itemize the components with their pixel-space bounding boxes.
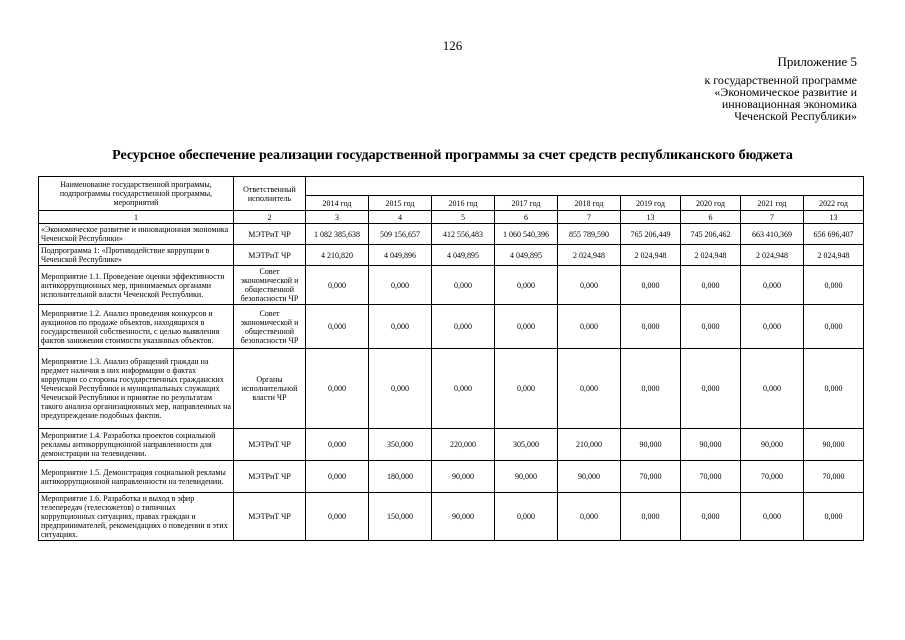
row-value: 855 789,590 [558,224,621,245]
row-value: 0,000 [306,461,369,493]
row-value: 0,000 [804,305,864,349]
column-number: 7 [741,211,804,224]
column-number: 6 [495,211,558,224]
row-value: 0,000 [741,305,804,349]
row-value: 350,000 [369,429,432,461]
column-number: 13 [621,211,681,224]
page-number: 126 [442,38,463,53]
row-value: 0,000 [369,349,432,429]
column-number: 2 [234,211,306,224]
row-value: 0,000 [621,349,681,429]
row-value: 509 156,657 [369,224,432,245]
row-value: 0,000 [306,349,369,429]
row-value: 70,000 [741,461,804,493]
header-name: Наименование государственной программы, подпрограммы государственной программы, мероприятий [39,177,234,211]
row-value: 180,000 [369,461,432,493]
row-value: 210,000 [558,429,621,461]
program-ref-line: к государственной программе [704,73,857,87]
row-value: 4 210,820 [306,245,369,266]
table-row [39,461,864,493]
row-value: 745 206,462 [681,224,741,245]
column-number: 7 [558,211,621,224]
row-value: 663 410,369 [741,224,804,245]
row-value: 0,000 [558,493,621,541]
row-executor: МЭТРиТ ЧР [234,245,306,266]
column-number: 5 [432,211,495,224]
year-header: 2014 год [306,196,369,211]
document-title: Ресурсное обеспечение реализации государственной программы за счет средств республиканского бюджета [112,148,793,163]
row-name: Мероприятие 1.6. Разработка и выход в эфир телепередач (телесюжетов) о типичных коррупционных ситуациях, правах граждан и предпринимателей, рекомендациях о поведении в этих ситуациях. [39,493,234,541]
header-executor: Ответственный исполнитель [234,177,306,211]
appendix-label: Приложение 5 [777,54,857,69]
row-value: 1 082 385,638 [306,224,369,245]
row-value: 4 049,896 [369,245,432,266]
row-value: 0,000 [681,493,741,541]
row-value: 0,000 [369,266,432,305]
table-row [39,305,864,349]
row-value: 70,000 [681,461,741,493]
row-value: 0,000 [804,493,864,541]
column-number: 3 [306,211,369,224]
row-value: 0,000 [621,305,681,349]
header-row-top [39,177,864,196]
year-header: 2020 год [681,196,741,211]
row-value: 765 206,449 [621,224,681,245]
year-header: 2021 год [741,196,804,211]
row-value: 90,000 [432,493,495,541]
row-value: 0,000 [306,266,369,305]
column-number: 6 [681,211,741,224]
row-value: 0,000 [495,493,558,541]
row-value: 0,000 [741,266,804,305]
row-value: 0,000 [621,266,681,305]
row-name: Мероприятие 1.1. Проведение оценки эффективности антикоррупционных мер, принимаемых органами исполнительной власти Чеченской Республики. [39,266,234,305]
row-executor: МЭТРиТ ЧР [234,461,306,493]
year-header: 2016 год [432,196,495,211]
program-ref-line: инновационная экономика [721,97,857,111]
row-value: 0,000 [306,429,369,461]
row-value: 1 060 540,396 [495,224,558,245]
row-value: 2 024,948 [804,245,864,266]
column-number: 13 [804,211,864,224]
row-value: 305,000 [495,429,558,461]
header-blank [306,177,864,196]
program-ref-line: Чеченской Республики» [734,109,857,123]
table-row [39,224,864,245]
row-value: 0,000 [681,305,741,349]
row-value: 90,000 [558,461,621,493]
row-executor: МЭТРиТ ЧР [234,224,306,245]
row-value: 0,000 [741,349,804,429]
table-row [39,245,864,266]
row-value: 70,000 [804,461,864,493]
row-value: 90,000 [804,429,864,461]
header-row-numbers [39,211,864,224]
row-value: 0,000 [432,305,495,349]
row-value: 90,000 [495,461,558,493]
row-name: «Экономическое развитие и инновационная экономика Чеченской Республики» [39,224,234,245]
row-value: 0,000 [306,305,369,349]
row-executor: МЭТРиТ ЧР [234,429,306,461]
row-value: 4 049,895 [495,245,558,266]
row-value: 2 024,948 [681,245,741,266]
row-value: 90,000 [432,461,495,493]
year-header: 2017 год [495,196,558,211]
row-name: Подпрограмма 1: «Противодействие коррупции в Чеченской Республике» [39,245,234,266]
year-header: 2018 год [558,196,621,211]
table-row [39,493,864,541]
row-value: 0,000 [558,305,621,349]
column-number: 1 [39,211,234,224]
row-value: 90,000 [681,429,741,461]
row-value: 0,000 [621,493,681,541]
row-name: Мероприятие 1.4. Разработка проектов социальной рекламы антикоррупционной направленности для демонстрации на телевидении. [39,429,234,461]
row-value: 0,000 [432,349,495,429]
row-value: 0,000 [306,493,369,541]
row-value: 90,000 [741,429,804,461]
row-value: 0,000 [681,349,741,429]
year-header: 2022 год [804,196,864,211]
row-value: 0,000 [495,349,558,429]
row-name: Мероприятие 1.3. Анализ обращений граждан на предмет наличия в них информации о фактах коррупции со стороны государственных гражданских Чеченской Республики и муниципальных служащих Чеченской Республики и принятие по результатам такого анализа организационных мер, направленных на предупреждение подобных фактов. [39,349,234,429]
row-value: 70,000 [621,461,681,493]
row-value: 4 049,895 [432,245,495,266]
program-reference [704,74,857,122]
table-row [39,429,864,461]
row-executor: Органы исполнительной власти ЧР [234,349,306,429]
row-value: 656 696,407 [804,224,864,245]
row-value: 220,000 [432,429,495,461]
row-value: 2 024,948 [741,245,804,266]
row-value: 2 024,948 [621,245,681,266]
row-value: 0,000 [495,266,558,305]
row-value: 0,000 [681,266,741,305]
row-value: 0,000 [804,349,864,429]
table-row [39,349,864,429]
row-value: 0,000 [495,305,558,349]
table-body [39,224,864,541]
row-executor: МЭТРиТ ЧР [234,493,306,541]
row-value: 150,000 [369,493,432,541]
row-value: 90,000 [621,429,681,461]
row-name: Мероприятие 1.5. Демонстрация социальной рекламы антикоррупционной направленности на телевидении. [39,461,234,493]
row-value: 2 024,948 [558,245,621,266]
table-row [39,266,864,305]
row-value: 0,000 [558,266,621,305]
row-value: 0,000 [741,493,804,541]
row-value: 0,000 [369,305,432,349]
row-value: 412 556,483 [432,224,495,245]
row-value: 0,000 [432,266,495,305]
row-name: Мероприятие 1.2. Анализ проведения конкурсов и аукционов по продаже объектов, находящихся в государственной собственности, с целью выявления фактов занижения стоимости указанных объектов. [39,305,234,349]
year-header: 2019 год [621,196,681,211]
program-ref-line: «Экономическое развитие и [714,85,857,99]
row-value: 0,000 [804,266,864,305]
row-executor: Совет экономической и общественной безопасности ЧР [234,305,306,349]
column-number: 4 [369,211,432,224]
row-value: 0,000 [558,349,621,429]
year-header: 2015 год [369,196,432,211]
row-executor: Совет экономической и общественной безопасности ЧР [234,266,306,305]
budget-table [38,176,864,541]
